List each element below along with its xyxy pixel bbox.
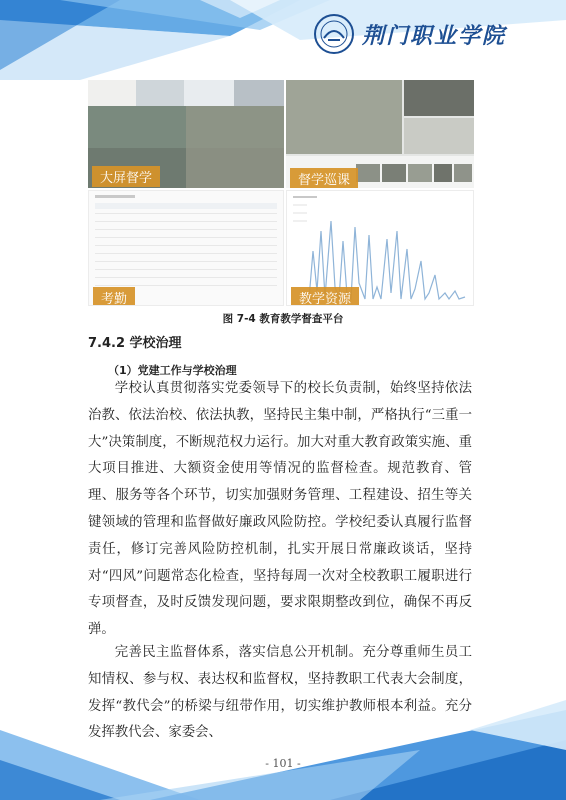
school-logo <box>312 12 506 56</box>
school-emblem-icon <box>312 12 356 56</box>
classroom-photo <box>186 148 284 188</box>
footer-triangles <box>0 690 566 800</box>
table-row <box>95 213 277 214</box>
panel-label-attendance: 考勤 <box>93 287 135 306</box>
screen-supervision-panel <box>88 80 284 188</box>
table-row <box>95 237 277 238</box>
table-header <box>95 203 277 209</box>
classroom-photo <box>88 106 186 148</box>
table-title <box>95 195 135 198</box>
screen-thumbnail <box>88 80 136 106</box>
figure-caption: 图 7-4 教育教学督查平台 <box>222 313 344 325</box>
video-thumbnail <box>454 164 472 182</box>
attendance-panel <box>88 190 284 306</box>
table-row <box>95 277 277 278</box>
subsection-heading: （1）党建工作与学校治理 <box>108 364 237 377</box>
teaching-resources-panel <box>286 190 474 306</box>
video-thumbnail <box>356 164 380 182</box>
header-decoration <box>0 0 566 80</box>
table-row <box>95 253 277 254</box>
page-number: - 101 - <box>265 757 301 770</box>
video-thumbnail <box>408 164 432 182</box>
body-paragraph: 学校认真贯彻落实党委领导下的校长负责制，始终坚持依法治教、依法治校、依法执教，坚持民主集中制，严格执行“三重一大”决策制度，不断规范权力运行。加大对重大教育政策实施、重大项目推进、大额资金使用等情况的监督检查。规范教育、管理、服务等各个环节，切实加强财务管理、工程建设、招生等关键领域的管理和监督做好廉政风险防控。学校纪委认真履行监督责任，修订完善风险防控机制，扎实开展日常廉政谈话，坚持对“四风”问题常态化检查，坚持每周一次对全校教职工履职进行专项督查，及时反馈发现问题，要求限期整改到位，确保不再反弹。 <box>88 381 472 638</box>
panel-label-screen-supervision: 大屏督学 <box>92 166 160 187</box>
table-row <box>95 229 277 230</box>
section-heading: 7.4.2 学校治理 <box>88 336 182 351</box>
classroom-photo <box>186 106 284 148</box>
video-thumbnail <box>434 164 452 182</box>
video-thumbnail <box>382 164 406 182</box>
footer-decoration <box>0 690 566 800</box>
screen-thumbnail <box>234 80 284 106</box>
body-paragraph: 完善民主监督体系，落实信息公开机制。充分尊重师生员工知情权、参与权、表达权和监督权，坚持教职工代表大会制度，发挥“教代会”的桥梁与纽带作用，切实维护教师根本利益。充分发挥教代会、家委会、 <box>88 645 472 741</box>
school-name: 荆门职业学院 <box>361 22 506 49</box>
panel-label-teaching-resources: 教学资源 <box>291 287 359 306</box>
classroom-photo <box>286 80 402 154</box>
table-row <box>95 285 277 286</box>
classroom-photo <box>404 118 474 154</box>
panel-label-inspection: 督学巡课 <box>290 168 358 188</box>
table-row <box>95 269 277 270</box>
table-row <box>95 261 277 262</box>
classroom-photo <box>404 80 474 116</box>
table-row <box>95 245 277 246</box>
screen-thumbnail <box>184 80 234 106</box>
table-row <box>95 221 277 222</box>
inspection-panel <box>286 80 474 188</box>
platform-figure <box>88 80 474 306</box>
screen-thumbnail <box>136 80 184 106</box>
